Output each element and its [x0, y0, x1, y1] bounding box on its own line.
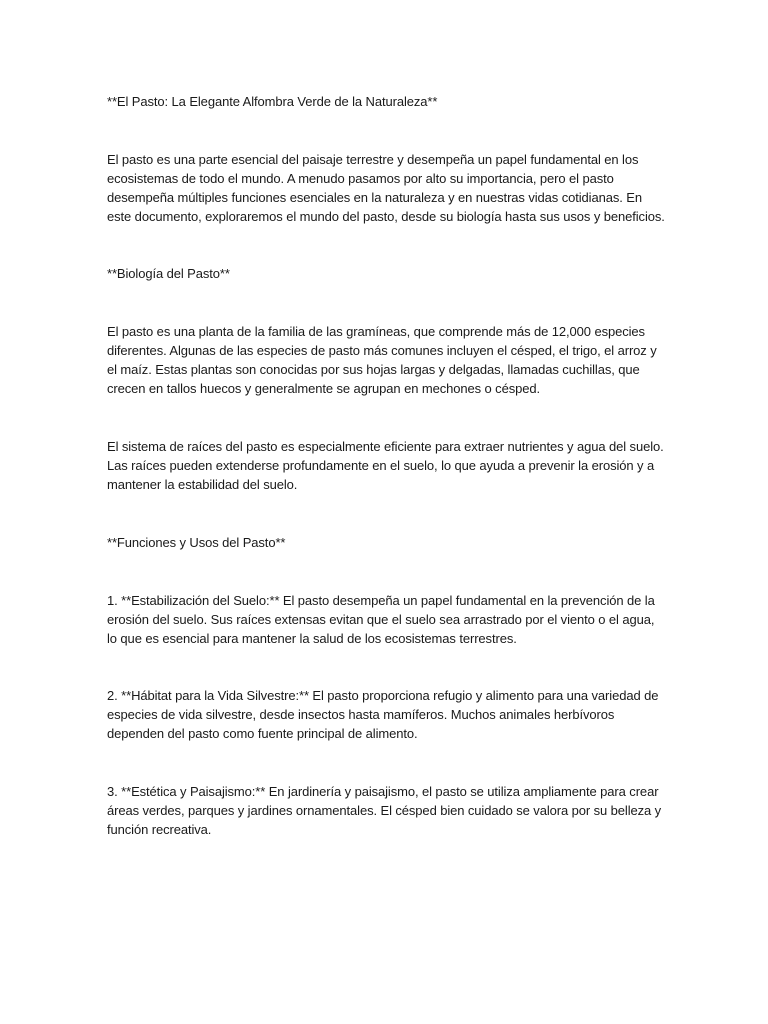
list-item-landscaping: 3. **Estética y Paisajismo:** En jardinería y paisajismo, el pasto se utiliza ampliamente para crear áreas verdes, parques y jardines ornamentales. El césped bien cuidado se valora por su belleza y función recreativa. — [107, 784, 662, 837]
list-item-soil-stabilization: 1. **Estabilización del Suelo:** El pasto desempeña un papel fundamental en la prevención de la erosión del suelo. Sus raíces extensas evitan que el suelo sea arrastrado por el viento o el agua, lo que es esencial para mantener la salud de los ecosistemas terrestres. — [107, 593, 655, 646]
biology-paragraph-1: El pasto es una planta de la familia de las gramíneas, que comprende más de 12,000 especies diferentes. Algunas de las especies de pasto más comunes incluyen el césped, el trigo, el arroz y el maíz. Estas plantas son conocidas por sus hojas largas y delgadas, llamadas cuchillas, que crecen en tallos huecos y generalmente se agrupan en mechones o césped. — [107, 324, 657, 396]
heading-biology: **Biología del Pasto** — [107, 266, 230, 281]
list-item-wildlife-habitat: 2. **Hábitat para la Vida Silvestre:** El pasto proporciona refugio y alimento para una variedad de especies de vida silvestre, desde insectos hasta mamíferos. Muchos animales herbívoros dependen del pasto como fuente principal de alimento. — [107, 688, 659, 741]
heading-functions: **Funciones y Usos del Pasto** — [107, 535, 286, 550]
document-title: **El Pasto: La Elegante Alfombra Verde de la Naturaleza** — [107, 94, 438, 109]
intro-paragraph: El pasto es una parte esencial del paisaje terrestre y desempeña un papel fundamental en los ecosistemas de todo el mundo. A menudo pasamos por alto su importancia, pero el pasto desempeña múltiples funciones esenciales en la naturaleza y en nuestras vidas cotidianas. En este documento, exploraremos el mundo del pasto, desde su biología hasta sus usos y beneficios. — [107, 152, 665, 224]
biology-paragraph-2: El sistema de raíces del pasto es especialmente eficiente para extraer nutrientes y agua del suelo. Las raíces pueden extenderse profundamente en el suelo, lo que ayuda a prevenir la erosión y a mantener la estabilidad del suelo. — [107, 439, 664, 492]
